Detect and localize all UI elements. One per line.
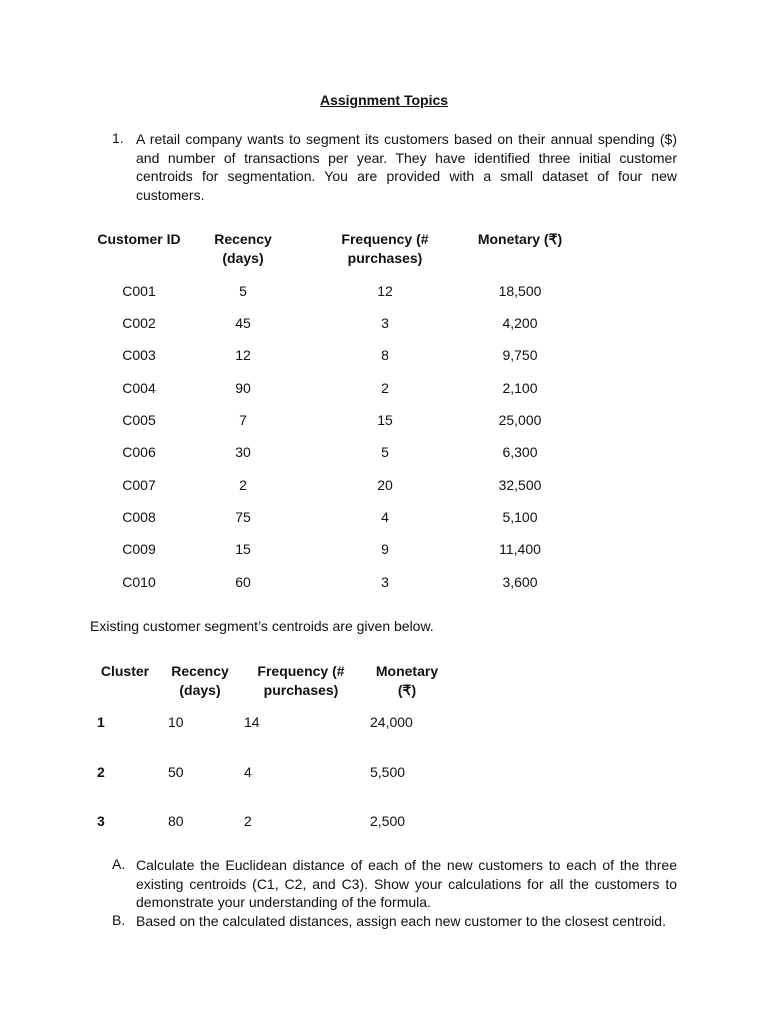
cell-cluster: 3	[97, 813, 105, 829]
cell-recency: 30	[235, 444, 251, 460]
cell-frequency: 9	[381, 541, 389, 557]
task-letter: B.	[112, 912, 126, 928]
cell-recency: 12	[235, 347, 251, 363]
page-title: Assignment Topics	[319, 92, 449, 108]
cell-frequency: 3	[381, 574, 389, 590]
cell-centroid-recency: 10	[168, 714, 184, 730]
cell-monetary: 2,100	[502, 380, 538, 396]
cell-recency: 5	[239, 283, 247, 299]
header-centroid-frequency: Frequency (# purchases)	[257, 663, 345, 698]
cell-monetary: 4,200	[502, 315, 538, 331]
cell-customer-id: C002	[122, 315, 156, 331]
header-centroid-recency: Recency (days)	[171, 663, 229, 698]
cell-cluster: 2	[97, 764, 105, 780]
cell-centroid-frequency: 4	[244, 764, 252, 780]
cell-customer-id: C007	[122, 477, 156, 493]
cell-frequency: 12	[377, 283, 393, 299]
cell-centroid-monetary: 5,500	[370, 764, 406, 780]
cell-cluster: 1	[97, 714, 105, 730]
cell-centroid-frequency: 14	[244, 714, 260, 730]
cell-customer-id: C003	[122, 347, 156, 363]
cell-customer-id: C006	[122, 444, 156, 460]
cell-customer-id: C009	[122, 541, 156, 557]
cell-recency: 7	[239, 412, 247, 428]
header-monetary: Monetary (₹)	[477, 231, 563, 247]
cell-monetary: 11,400	[499, 541, 541, 557]
cell-centroid-recency: 50	[168, 764, 184, 780]
question-text: A retail company wants to segment its customers based on their annual spending ($) and number of transactions per year. They have identified three initial customer centroids for segmentation. You are provided with a small dataset of four new customers.	[136, 131, 677, 203]
task-letter: A.	[112, 856, 126, 872]
header-customer-id: Customer ID	[97, 231, 181, 247]
cell-frequency: 4	[381, 509, 389, 525]
cell-customer-id: C001	[122, 283, 156, 299]
header-frequency: Frequency (# purchases)	[341, 231, 429, 266]
cell-frequency: 20	[377, 477, 393, 493]
cell-customer-id: C010	[122, 574, 156, 590]
cell-frequency: 5	[381, 444, 389, 460]
cell-centroid-recency: 80	[168, 813, 184, 829]
task-text: Calculate the Euclidean distance of each of the new customers to each of the three existing centroids (C1, C2, and C3). Show your calculations for all the customers to demonstrate your understanding of the formula.	[136, 857, 677, 910]
cell-frequency: 2	[381, 380, 389, 396]
question-number: 1.	[112, 130, 124, 146]
header-cluster: Cluster	[100, 663, 150, 679]
cell-centroid-monetary: 2,500	[370, 813, 406, 829]
cell-frequency: 8	[381, 347, 389, 363]
cell-monetary: 3,600	[502, 574, 538, 590]
cell-recency: 15	[235, 541, 251, 557]
cell-monetary: 5,100	[502, 509, 538, 525]
cell-frequency: 3	[381, 315, 389, 331]
cell-customer-id: C008	[122, 509, 156, 525]
cell-customer-id: C004	[122, 380, 156, 396]
cell-customer-id: C005	[122, 412, 156, 428]
cell-frequency: 15	[377, 412, 393, 428]
cell-monetary: 32,500	[498, 477, 542, 493]
cell-centroid-frequency: 2	[244, 813, 252, 829]
task-text: Based on the calculated distances, assign each new customer to the closest centroid.	[136, 913, 666, 929]
cell-monetary: 6,300	[502, 444, 538, 460]
header-centroid-monetary: Monetary (₹)	[375, 663, 439, 698]
cell-recency: 90	[235, 380, 251, 396]
cell-monetary: 9,750	[502, 347, 538, 363]
cell-recency: 2	[239, 477, 247, 493]
cell-centroid-monetary: 24,000	[370, 714, 413, 730]
cell-monetary: 18,500	[498, 283, 542, 299]
cell-recency: 45	[235, 315, 251, 331]
cell-recency: 75	[235, 509, 251, 525]
cell-recency: 60	[235, 574, 251, 590]
cell-monetary: 25,000	[498, 412, 542, 428]
header-recency: Recency (days)	[214, 231, 272, 266]
centroid-intro: Existing customer segment’s centroids are given below.	[90, 618, 434, 634]
